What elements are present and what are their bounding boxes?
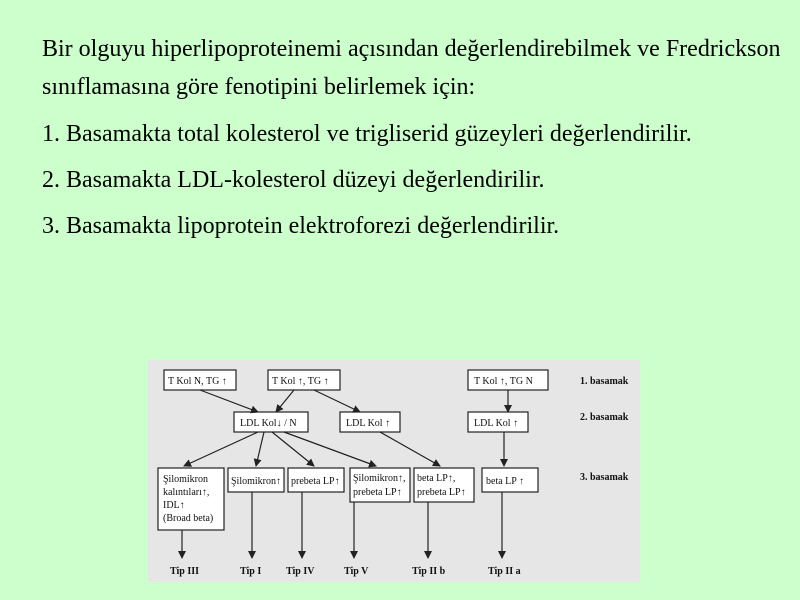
type-label-tip2a: Tip II a [488, 566, 521, 577]
flowchart-svg [148, 360, 640, 582]
fredrickson-flowchart [148, 360, 640, 582]
step1-label-2: T Kol ↑, TG ↑ [272, 376, 329, 387]
step3-box5-line2: prebeta LP↑ [417, 487, 466, 498]
arrow-s2a-tip3 [184, 432, 258, 466]
arrow-s2a-tip4 [272, 432, 314, 466]
intro-paragraph: Bir olguyu hiperlipoproteinemi açısından değerlendirebilmek ve Fredrickson sınıflamasına göre fenotipini belirlemek için: [42, 36, 781, 100]
step-2-text: 2. Basamakta LDL-kolesterol düzeyi değerlendirilir. [42, 167, 545, 193]
step1-label-3: T Kol ↑, TG N [474, 376, 533, 387]
level-label-1: 1. basamak [580, 376, 629, 387]
type-label-tip4: Tip IV [286, 566, 315, 577]
level-label-3: 3. basamak [580, 472, 629, 483]
step3-box6-line1: beta LP ↑ [486, 476, 524, 487]
step3-box4-line1: Şilomikron↑, [353, 473, 406, 484]
arrow-s1a-s2a [200, 390, 258, 412]
step2-label-2: LDL Kol ↑ [346, 418, 391, 429]
arrow-s2a-tip5 [284, 432, 376, 466]
step1-label-1: T Kol N, TG ↑ [168, 376, 227, 387]
level-label-2: 2. basamak [580, 412, 629, 423]
step3-box5-line1: beta LP↑, [417, 473, 456, 484]
step3-box2-line1: Şilomikron↑ [231, 476, 282, 487]
arrow-s2a-tip1 [256, 432, 264, 466]
arrow-s2b-tip2b [380, 432, 440, 466]
step2-label-1: LDL Kol↓ / N [240, 418, 297, 429]
step3-box1-line3: IDL↑ [163, 500, 185, 511]
type-label-tip2b: Tip II b [412, 566, 446, 577]
step-3-text: 3. Basamakta lipoprotein elektroforezi değerlendirilir. [42, 213, 560, 239]
step-1-text: 1. Basamakta total kolesterol ve trigliserid güzeyleri değerlendirilir. [42, 121, 692, 147]
step3-box3-line1: prebeta LP↑ [291, 476, 340, 487]
type-label-tip5: Tip V [344, 566, 369, 577]
arrow-s1b-s2a [276, 390, 294, 412]
step2-label-3: LDL Kol ↑ [474, 418, 519, 429]
type-label-tip1: Tip I [240, 566, 262, 577]
arrow-s1b-s2b [314, 390, 360, 412]
slide-text [42, 30, 782, 253]
step3-box1-line1: Şilomikron [163, 474, 209, 485]
type-label-tip3: Tip III [170, 566, 200, 577]
step3-box1-line2: kalıntıları↑, [163, 487, 210, 498]
step3-box1-line4: (Broad beta) [163, 513, 214, 524]
step3-box4-line2: prebeta LP↑ [353, 487, 402, 498]
